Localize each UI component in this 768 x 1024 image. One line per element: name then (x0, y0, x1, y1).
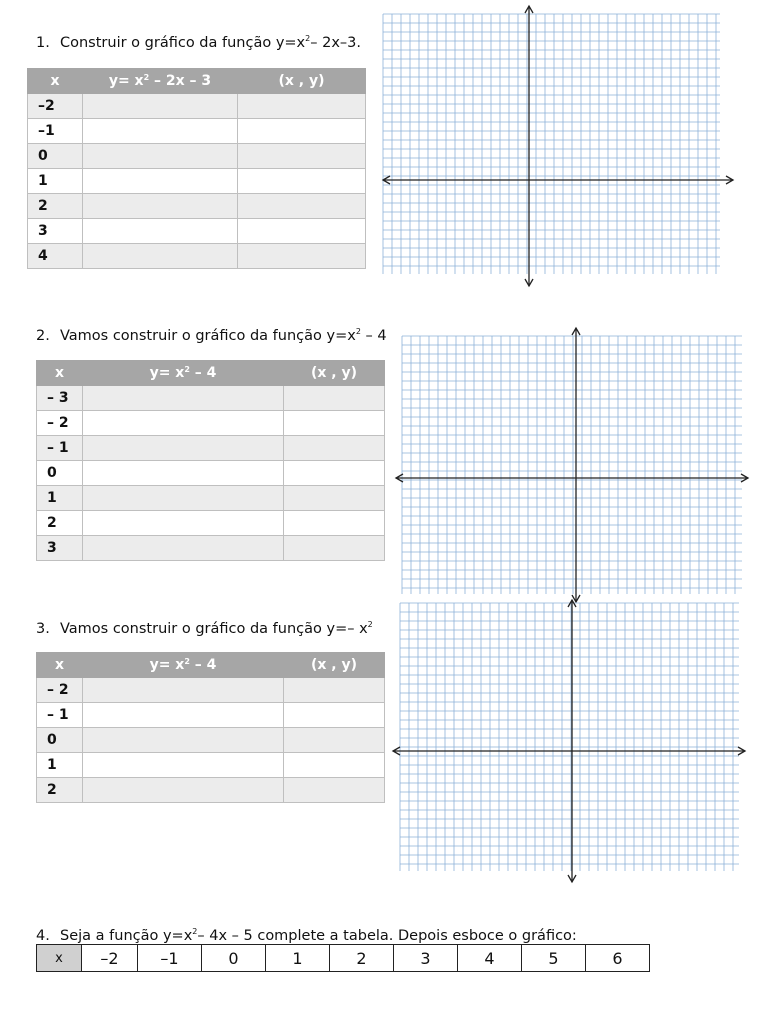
x-label-cell: x (37, 945, 82, 972)
y-value-cell (83, 144, 238, 169)
table-row (37, 436, 385, 461)
x-value-cell: –1 (138, 945, 202, 972)
table-row (37, 461, 385, 486)
y-value-cell (83, 728, 284, 753)
question-1-text-before: Construir o gráfico da função y=x (60, 35, 306, 51)
x-value-cell: 1 (37, 753, 83, 778)
question-4-text (36, 927, 577, 944)
x-value-cell: 3 (28, 219, 83, 244)
xy-pair-cell (238, 244, 366, 269)
question-1-grid (381, 4, 735, 288)
table-row (28, 219, 366, 244)
y-value-cell (83, 778, 284, 803)
x-value-cell: 0 (202, 945, 266, 972)
table-row (28, 169, 366, 194)
xy-pair-cell (284, 461, 385, 486)
header-y-suffix: – 4 (189, 365, 217, 381)
header-y-suffix: – 4 (189, 657, 217, 673)
column-header-x: x (28, 69, 83, 94)
question-3-text-before: Vamos construir o gráfico da função y=– x (60, 621, 368, 637)
y-value-cell (83, 386, 284, 411)
y-value-cell (83, 511, 284, 536)
question-1-text (36, 34, 361, 51)
header-y-suffix: – 2x – 3 (149, 73, 212, 89)
x-value-cell: 6 (586, 945, 650, 972)
y-value-cell (83, 436, 284, 461)
x-value-cell: – 1 (37, 436, 83, 461)
header-y-prefix: y= x (108, 73, 144, 89)
y-value-cell (83, 219, 238, 244)
y-value-cell (83, 536, 284, 561)
xy-pair-cell (284, 486, 385, 511)
question-4-number: 4. (36, 928, 50, 944)
x-value-cell: 2 (330, 945, 394, 972)
x-value-cell: 0 (37, 461, 83, 486)
xy-pair-cell (238, 144, 366, 169)
xy-pair-cell (284, 753, 385, 778)
column-header-y (83, 653, 284, 678)
column-header-xy: (x , y) (284, 361, 385, 386)
table-row (28, 194, 366, 219)
column-header-y (83, 361, 284, 386)
y-value-cell (83, 461, 284, 486)
question-1-text-after: – 2x–3. (310, 35, 361, 51)
x-value-cell: –1 (28, 119, 83, 144)
table-row (37, 511, 385, 536)
grid-lines (402, 336, 742, 594)
question-3-grid (391, 598, 747, 884)
y-value-cell (83, 119, 238, 144)
question-1-table-body (28, 94, 366, 269)
question-4-text-before: Seja a função y=x (60, 928, 193, 944)
question-2-table-body (37, 386, 385, 561)
question-4-value-table (36, 944, 650, 972)
y-value-cell (83, 678, 284, 703)
xy-pair-cell (284, 436, 385, 461)
question-1-superscript: 2 (305, 34, 311, 43)
question-2-text-before: Vamos construir o gráfico da função y=x (60, 328, 356, 344)
x-value-cell: – 3 (37, 386, 83, 411)
question-3-table-body (37, 678, 385, 803)
question-4-x-row (37, 945, 650, 972)
x-value-cell: 1 (37, 486, 83, 511)
x-value-cell: – 2 (37, 678, 83, 703)
y-value-cell (83, 486, 284, 511)
xy-pair-cell (238, 119, 366, 144)
table-row (37, 486, 385, 511)
question-2-value-table (36, 360, 385, 561)
y-value-cell (83, 194, 238, 219)
table-row (37, 536, 385, 561)
x-value-cell: – 1 (37, 703, 83, 728)
table-row (37, 703, 385, 728)
header-y-prefix: y= x (149, 365, 185, 381)
y-value-cell (83, 411, 284, 436)
grid-lines (400, 603, 739, 871)
table-row (37, 778, 385, 803)
x-value-cell: 0 (28, 144, 83, 169)
xy-pair-cell (284, 511, 385, 536)
y-value-cell (83, 753, 284, 778)
x-value-cell: 1 (266, 945, 330, 972)
table-row (28, 144, 366, 169)
column-header-x: x (37, 653, 83, 678)
x-value-cell: 3 (37, 536, 83, 561)
xy-pair-cell (284, 411, 385, 436)
y-value-cell (83, 703, 284, 728)
question-2-superscript: 2 (355, 327, 361, 336)
y-value-cell (83, 94, 238, 119)
y-value-cell (83, 169, 238, 194)
table-row (28, 94, 366, 119)
xy-pair-cell (238, 194, 366, 219)
xy-pair-cell (238, 219, 366, 244)
grid-lines (383, 14, 720, 274)
x-value-cell: 0 (37, 728, 83, 753)
table-row (37, 386, 385, 411)
table-row (28, 119, 366, 144)
xy-pair-cell (284, 678, 385, 703)
x-value-cell: –2 (82, 945, 138, 972)
xy-pair-cell (238, 94, 366, 119)
question-3-value-table (36, 652, 385, 803)
xy-pair-cell (284, 536, 385, 561)
question-3-number: 3. (36, 621, 50, 637)
question-2-text (36, 327, 387, 344)
header-y-superscript: 2 (184, 365, 190, 374)
x-value-cell: 4 (458, 945, 522, 972)
xy-pair-cell (284, 728, 385, 753)
column-header-y (83, 69, 238, 94)
x-value-cell: 1 (28, 169, 83, 194)
x-value-cell: 2 (37, 778, 83, 803)
x-value-cell: – 2 (37, 411, 83, 436)
question-2-number: 2. (36, 328, 50, 344)
table-row (37, 678, 385, 703)
x-value-cell: –2 (28, 94, 83, 119)
column-header-xy: (x , y) (238, 69, 366, 94)
question-4-text-after: – 4x – 5 complete a tabela. Depois esboce o gráfico: (197, 928, 577, 944)
header-y-superscript: 2 (184, 657, 190, 666)
x-value-cell: 3 (394, 945, 458, 972)
question-2-grid (394, 326, 750, 604)
table-row (37, 728, 385, 753)
xy-pair-cell (238, 169, 366, 194)
x-value-cell: 4 (28, 244, 83, 269)
column-header-xy: (x , y) (284, 653, 385, 678)
x-value-cell: 2 (37, 511, 83, 536)
table-row (37, 753, 385, 778)
x-value-cell: 2 (28, 194, 83, 219)
header-y-prefix: y= x (149, 657, 185, 673)
table-row (37, 411, 385, 436)
question-1-number: 1. (36, 35, 50, 51)
question-1-value-table (27, 68, 366, 269)
xy-pair-cell (284, 386, 385, 411)
question-3-superscript: 2 (367, 620, 373, 629)
xy-pair-cell (284, 778, 385, 803)
question-2-text-after: – 4 (360, 328, 387, 344)
header-y-superscript: 2 (143, 73, 150, 82)
question-3-text (36, 620, 373, 637)
column-header-x: x (37, 361, 83, 386)
y-value-cell (83, 244, 238, 269)
question-4-superscript: 2 (192, 927, 198, 936)
x-value-cell: 5 (522, 945, 586, 972)
table-row (28, 244, 366, 269)
xy-pair-cell (284, 703, 385, 728)
